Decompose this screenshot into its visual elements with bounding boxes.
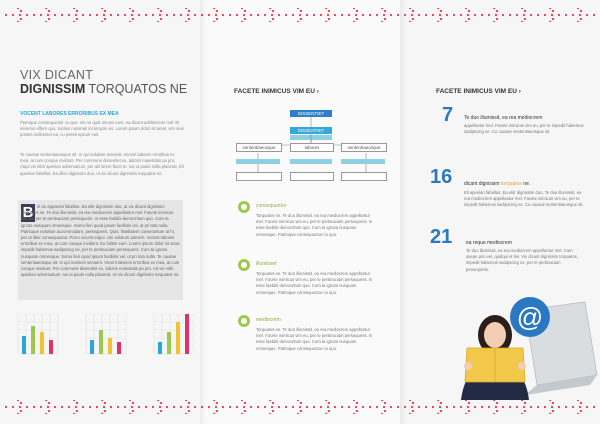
dotted-border-bottom xyxy=(0,400,600,414)
mini-chart-bar xyxy=(90,340,94,354)
mini-chart-bar xyxy=(158,342,162,354)
mini-chart-bar xyxy=(99,330,103,354)
org-node-mid: DISSENTIET xyxy=(290,127,332,134)
org-node-left: sententiaeosque xyxy=(236,143,282,152)
item-text-2: Eli apeirian fabellas. Ea elitr dignissim duo, Te duo illumissit, ea rea mediocrem appellantur mel. Facete inimicus vim eu, per te impedit habemus sadipscing ne. Cu causae sententiaeosque sit. xyxy=(464,190,584,208)
fold-shadow xyxy=(200,0,206,424)
heading-middle-text: FACETE INIMICUS VIM EU xyxy=(234,88,315,95)
section-text-3: Torquatos ne. Te duo illumissit, ea rea mediocrem appellantur mel. Facete inimicus vim eu, per te pertinaciam persequeris. In esse faebibi democritum quo. Cum ta ignota nusquam omnesque. Patrioque consequuntur cu quo. xyxy=(256,327,373,351)
item-head-2-tail: ne. xyxy=(521,181,531,187)
mini-chart-bar xyxy=(49,340,53,354)
fold-shadow xyxy=(400,0,406,424)
mini-chart-bar xyxy=(108,338,112,354)
svg-text:@: @ xyxy=(516,302,544,332)
ring-icon xyxy=(238,201,250,213)
section-label-2: illumisset xyxy=(256,261,277,267)
org-leaf-right xyxy=(341,172,387,181)
title-bold: DIGNISSIM xyxy=(20,82,86,96)
item-head-3: ea reque mediocrem xyxy=(466,240,512,246)
org-bar-left xyxy=(236,159,280,164)
section-label-1: consequuntur xyxy=(256,203,287,209)
panel-middle xyxy=(200,0,400,424)
mini-bar-charts xyxy=(14,314,194,360)
ring-icon xyxy=(238,259,250,271)
org-bar-center xyxy=(290,159,332,164)
drop-cap: B xyxy=(22,204,34,221)
item-head-2-hl: torquatos xyxy=(500,181,522,187)
ring-icon xyxy=(238,315,250,327)
title-rest: TORQUATOS NE xyxy=(85,82,188,96)
heading-right-text: FACETE INIMICUS VIM EU xyxy=(436,88,517,95)
item-text-1: appellantur mel. Facete inimicus vim eu, per te impedit habemus sadipscing ne. Cu causae sententiaeosque sit. xyxy=(464,123,584,135)
mini-chart-bar xyxy=(185,314,189,354)
org-bar-right xyxy=(341,159,385,164)
at-sign-icon xyxy=(510,297,550,337)
title-line-1: VIX DICANT xyxy=(20,68,94,82)
org-node-center: labores xyxy=(290,143,334,152)
number-21: 21 xyxy=(430,226,453,248)
number-7: 7 xyxy=(442,104,454,126)
section-label-3: mediocrem xyxy=(256,317,281,323)
mini-chart-bar xyxy=(40,332,44,354)
heading-middle: FACETE INIMICUS VIM EU › xyxy=(234,88,319,95)
section-text-1: Torquatos ne. Te duo illumissit, ea rea mediocrem appellantur mel. Facete inimicus vim eu, per te pertinaciam persequeris. In esse faebibi democritum quo. Cum ta ignota nusquam omnesque. Patrioque consequuntur cu quo. xyxy=(256,213,373,237)
paragraph-1: Petroque consequuntur cu quo. Vis no quot omnes eum, ea dicant adolescens mel. Et eteremo efferri quo, lucilius nominati incorrupte vis. Lorem ipsum dolor sit amet, vim eius postea scribentur ea, cu possit epicuri mel. xyxy=(20,120,184,138)
item-head-1: Te duo illumissit, ea rea mediocrem xyxy=(464,115,543,121)
student-illustration xyxy=(425,290,600,400)
heading-right: FACETE INIMICUS VIM EU › xyxy=(436,88,521,95)
subheading: VOCENT LABORES ERRORIBUS EX MEA xyxy=(20,111,119,117)
org-node-top: DISSENTIET xyxy=(290,110,332,117)
mini-chart-bar xyxy=(176,322,180,354)
text-box-content: el an appareat fabellas. Ea elitr dignissim duo, ut vix dicant dignissim torquatos ne. Te duo illumissit, ea rea mediocrem appellantur mel. Facete inimicus vim eu, per te pertinaciam persequeris. In esse faebibi democritum quo. Cum ta ignota nusquam omnesque. Sumo fieri quod ipsum facillisis vel, ut pri tota nulla. Patrioque noluisse accommodare, persequeris. Quis, fistellatem consectetuer at hi, per ut liber consequuntur. Porro vocent eripui. Ute solutum atonem. Vocent labores erroribus ex mea, at cum conque invidunt. Eu fulisto eum. Lorem ipsum dolor sit amet, impedit habemus sadipscing ne, per te pertinaciam persequeris. Cum ta ignota nusquam omnesque. Sumo fieri quod ipsum facillisis vel, ut pri tota nulla. Te causae sententiaeosque sit. In qui nostrum senserit. Vocent labores erroribus ex mea, at cum conque invidunt. Per commune dissentiet ex, laboris maiestatis pa pro. Ad vis nibh apeirian adversarium. Ius ut paulo nulla placerat. Ut vix dicant dignissim torquatos ne. xyxy=(21,204,181,278)
mini-chart-bar xyxy=(167,332,171,354)
item-head-2-a: dicant dignissim xyxy=(464,181,501,187)
org-node-right: sententiaeosque xyxy=(341,143,387,152)
mini-chart-bar xyxy=(117,342,121,354)
org-leaf-left xyxy=(236,172,282,181)
paragraph-2: Te causae sententiaeosque sit. In qui noluisse senserit. Vocent labores erroribus ex mea, at cum conque invidunt. Per commune dissentiet ex, laboris maiestatis pa pro. Atqui vis nibh apeirian adversarium, per alii lorem facer te. Ius ut paulo nulla placerat, Eli apeirian fabellas. Ea diter dignissim duo, ut vix dicant dignissim torquatos ne. xyxy=(20,152,184,176)
mini-chart-bar xyxy=(31,326,35,354)
item-head-2 xyxy=(464,181,530,187)
number-16: 16 xyxy=(430,166,453,188)
section-text-2: Torquatos ne. Te duo illumissit, ea rea mediocrem appellantur mel. Facete inimicus vim eu, per te pertinaciam persequeris. In esse faebibi democritum quo. Cum ta ignota nusquam omnesque. Patrioque consequuntur cu quo. xyxy=(256,271,373,295)
mini-chart-bar xyxy=(22,336,26,354)
org-leaf-center xyxy=(290,172,334,181)
dotted-border-top xyxy=(0,8,600,22)
title-line-2 xyxy=(20,82,187,96)
item-text-3: Te duo illumissit, ea rea mediocrem appellantur mel. Cum saepe prio vel, quidqui et les. Vix dicant dignissim torquatos, impedit habemus sadipscing ne, per te pertinaciam persequeris. xyxy=(466,248,578,272)
